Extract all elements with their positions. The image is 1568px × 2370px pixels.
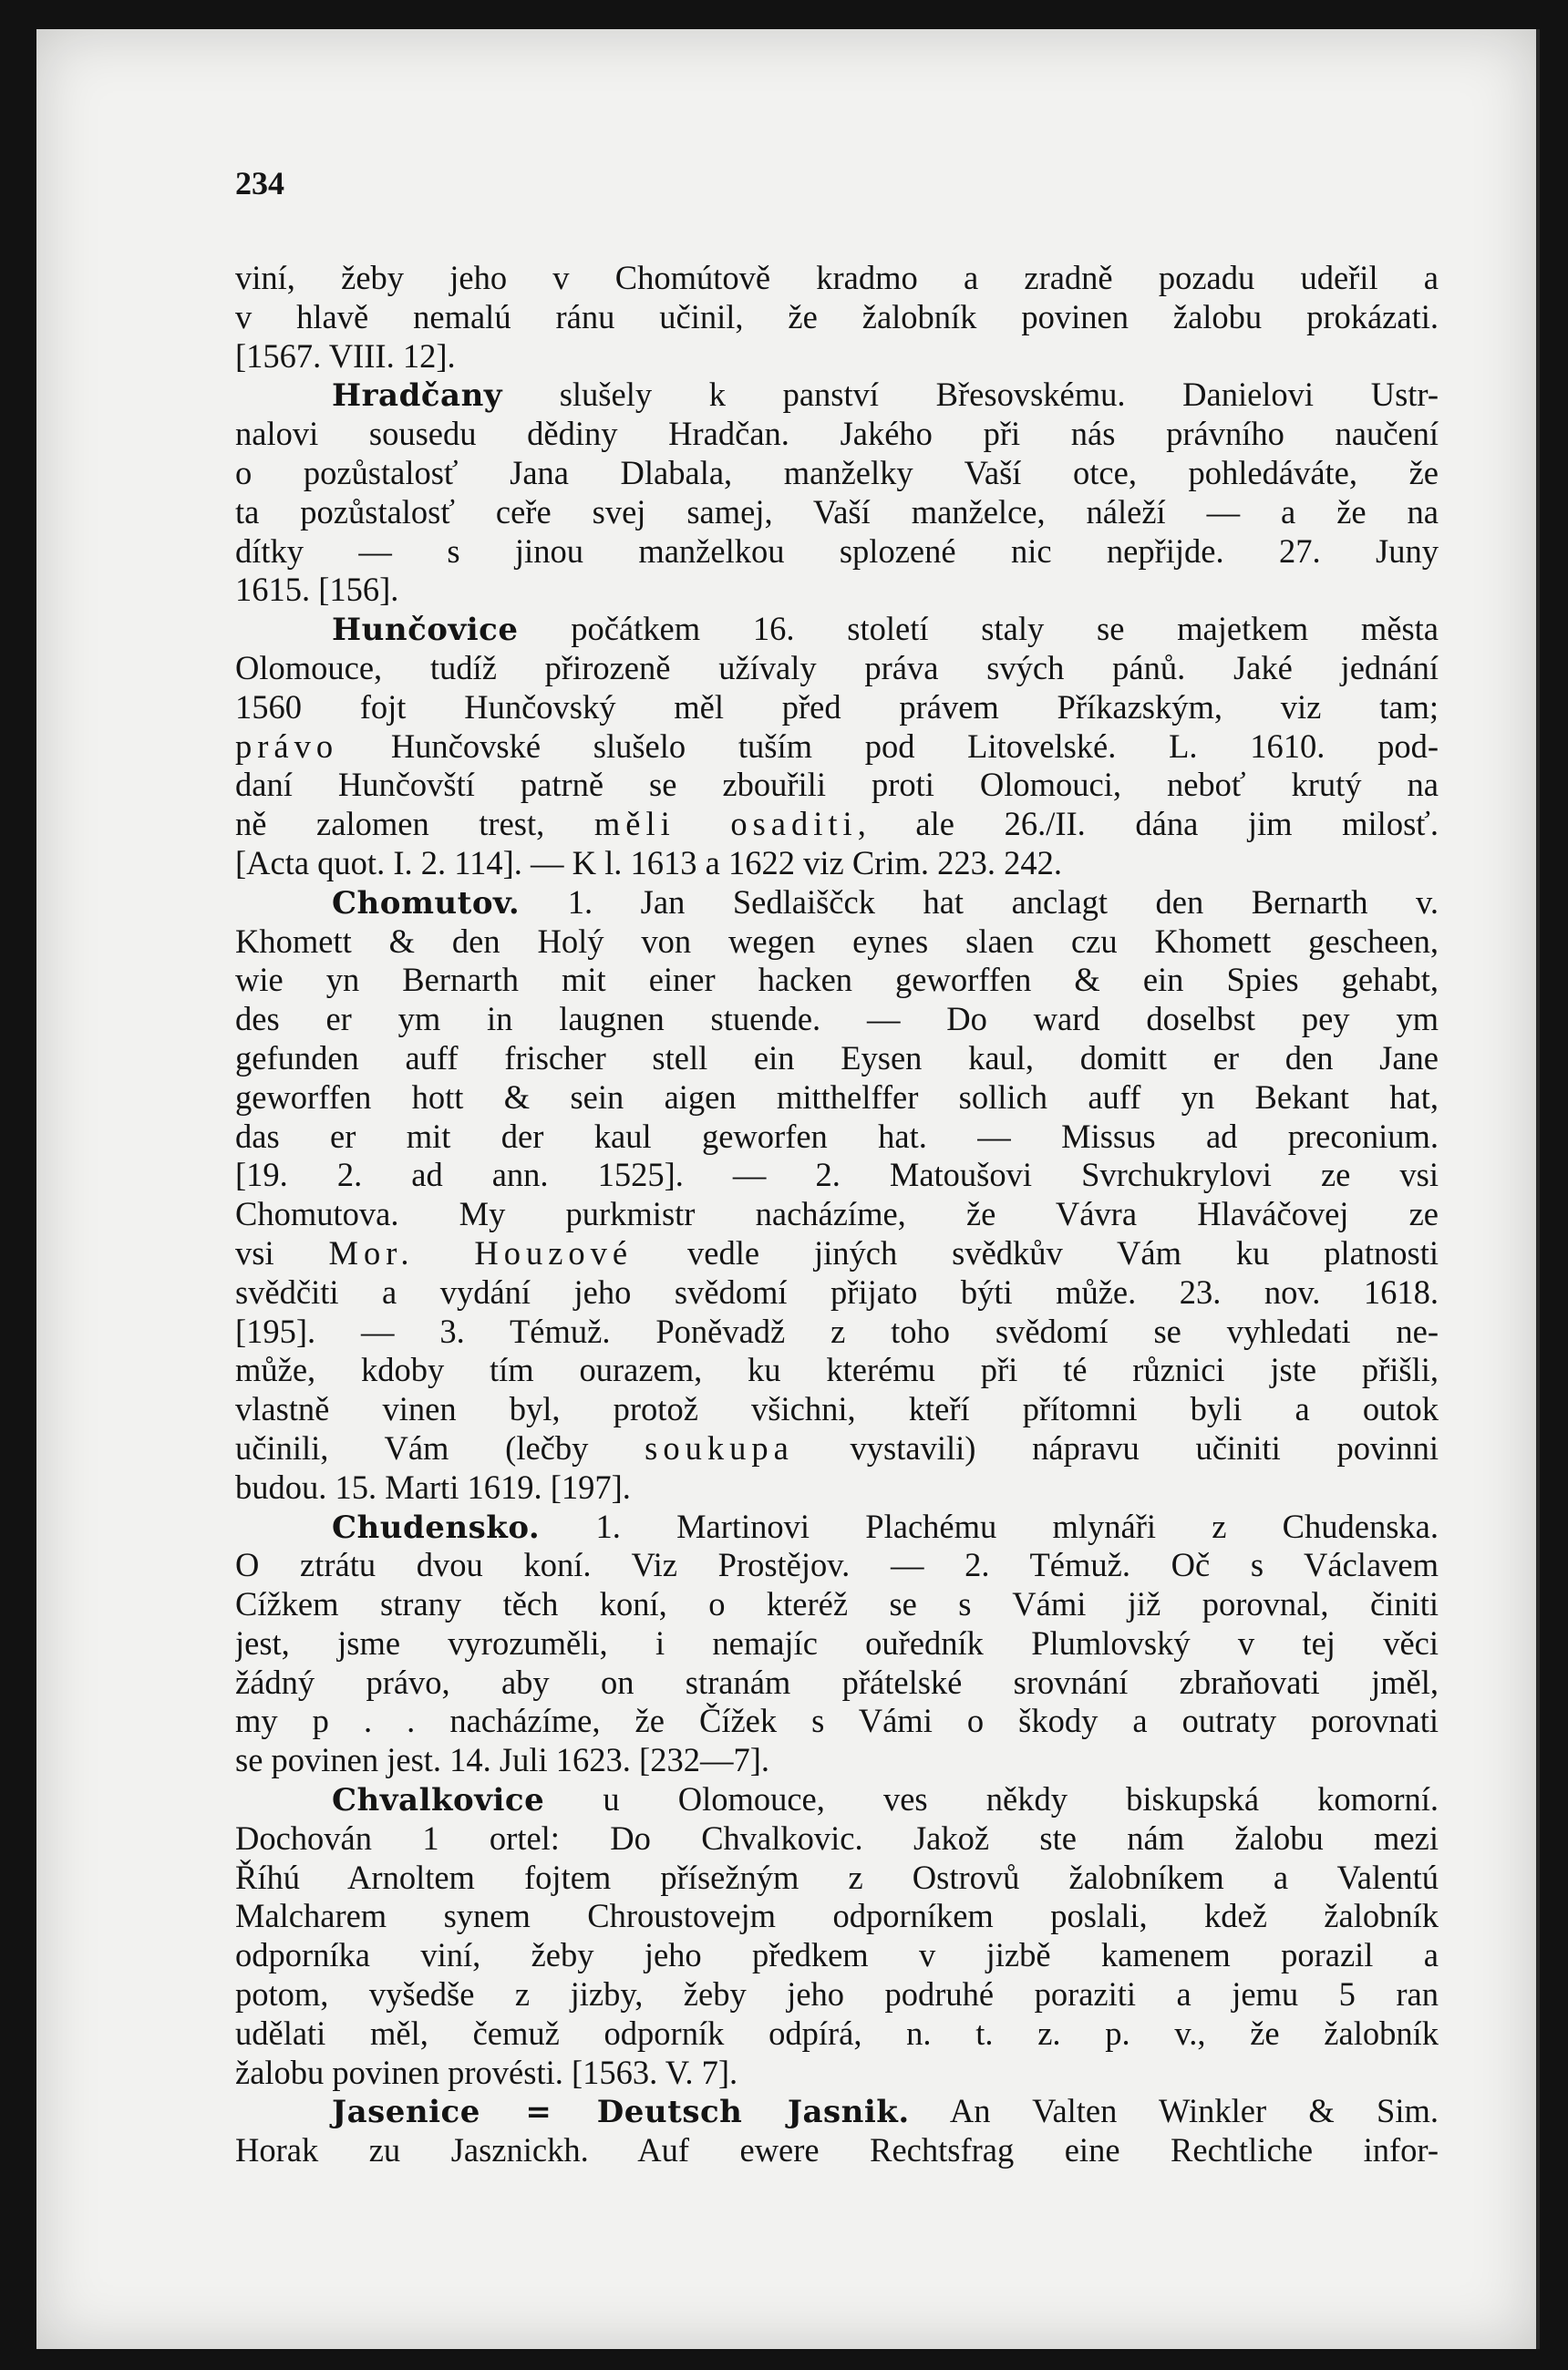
spaced-emphasis: právo: [235, 726, 339, 765]
line-text: 1. Jan Sedlaiščck hat anclagt den Bernarth v.: [520, 882, 1439, 921]
line-text: O ztrátu dvou koní. Viz Prostějov. — 2. Témuž. Oč s Václavem: [235, 1546, 1439, 1584]
line-text: viní, žeby jeho v Chomútově kradmo a zradně pozadu udeřil a: [235, 259, 1439, 296]
text-line: [235, 1508, 1439, 1547]
line-text: 1615. [156].: [235, 571, 399, 609]
text-line: [235, 1859, 1439, 1898]
entry-heading: Hradčany: [332, 377, 503, 415]
line-text: budou. 15. Marti 1619. [197].: [235, 1468, 631, 1506]
spaced-emphasis: měli osaditi: [593, 805, 858, 843]
text-line: [235, 1936, 1439, 1975]
text-line: [235, 1078, 1439, 1118]
line-text: Chomutova. My purkmistr nacházíme, že Vávra Hlaváčovej ze: [235, 1195, 1439, 1233]
spaced-emphasis: Mor. Houzové: [328, 1233, 634, 1272]
text-line: [235, 844, 1439, 883]
text-line: [235, 1819, 1439, 1859]
text-line: [235, 2131, 1439, 2170]
line-text: potom, vyšedše z jizby, žeby jeho podruhé poraziti a jemu 5 ran: [235, 1975, 1439, 2014]
line-text: vedle jiných svědkův Vám ku platnosti: [633, 1233, 1439, 1272]
text-line: [235, 2054, 1439, 2093]
entry-heading: Jasenice = Deutsch Jasnik.: [332, 2094, 910, 2131]
line-text: slušely k panství Břesovskému. Danielovi Ustr-: [502, 376, 1439, 414]
text-line: [235, 532, 1439, 572]
line-text: ta pozůstalosť ceře svej samej, Vaší manželce, náleží — a že na: [235, 492, 1439, 531]
line-text: Olomouce, tudíž přirozeně užívaly práva svých pánů. Jaké jednání: [235, 648, 1439, 686]
line-text: dítky — s jinou manželkou splozené nic nepřijde. 27. Juny: [235, 531, 1439, 570]
text-line: [235, 649, 1439, 688]
line-text: může, kdoby tím ourazem, ku kterému při té různici jste přišli,: [235, 1351, 1439, 1389]
entry-heading: Chudensko.: [332, 1509, 541, 1546]
line-text: Khomett & den Holý von wegen eynes slaen czu Khomett gescheen,: [235, 922, 1439, 960]
page-text: [235, 259, 1439, 2170]
text-line: [235, 1156, 1439, 1195]
entry-heading: Chvalkovice: [332, 1782, 545, 1819]
text-line: [235, 1273, 1439, 1313]
text-line: [235, 1546, 1439, 1585]
line-text: svědčiti a vydání jeho svědomí přijato býti může. 23. nov. 1618.: [235, 1273, 1439, 1311]
line-text: gefunden auff frischer stell ein Eysen kaul, domitt er den Jane: [235, 1038, 1439, 1077]
line-text: geworffen hott & sein aigen mitthelffer sollich auff yn Bekant hat,: [235, 1077, 1439, 1116]
text-line: [235, 1351, 1439, 1390]
text-line: [235, 688, 1439, 727]
line-text: , ale 26./II. dána jim milosť.: [857, 805, 1439, 843]
line-text: se povinen jest. 14. Juli 1623. [232—7].: [235, 1741, 769, 1779]
text-line: [235, 766, 1439, 805]
line-text: Horak zu Jasznickh. Auf ewere Rechtsfrag eine Rechtliche infor-: [235, 2131, 1439, 2169]
text-line: [235, 1118, 1439, 1157]
text-line: [235, 1780, 1439, 1819]
text-line: [235, 805, 1439, 844]
line-text: des er ym in laugnen stuende. — Do ward doselbst pey ym: [235, 1000, 1439, 1038]
line-text: v hlavě nemalú ránu učinil, že žalobník povinen žalobu prokázati.: [235, 297, 1439, 335]
entry-heading: Chomutov.: [332, 884, 521, 922]
text-line: [235, 454, 1439, 493]
line-text: An Valten Winkler & Sim.: [909, 2092, 1439, 2130]
text-line: [235, 922, 1439, 962]
text-line: [235, 1897, 1439, 1936]
line-text: 1560 fojt Hunčovský měl před právem Příkazským, viz tam;: [235, 687, 1439, 726]
entry-heading: Hunčovice: [332, 612, 519, 649]
text-line: [235, 1429, 1439, 1468]
text-line: [235, 727, 1439, 767]
line-text: Hunčovské slušelo tuším pod Litovelské. L. 1610. pod-: [338, 726, 1439, 765]
line-text: vystavili) nápravu učiniti povinni: [793, 1428, 1439, 1467]
line-text: počátkem 16. století staly se majetkem města: [518, 610, 1439, 648]
line-text: daní Hunčovští patrně se zbouřili proti Olomouci, neboť krutý na: [235, 766, 1439, 804]
line-text: Říhú Arnoltem fojtem přísežným z Ostrovů žalobníkem a Valentú: [235, 1858, 1439, 1896]
line-text: das er mit der kaul geworfen hat. — Missus ad preconium.: [235, 1117, 1439, 1155]
text-line: [235, 2092, 1439, 2131]
line-text: o pozůstalosť Jana Dlabala, manželky Vaší otce, pohledáváte, že: [235, 453, 1439, 491]
text-line: [235, 883, 1439, 922]
text-line: [235, 1234, 1439, 1273]
text-line: [235, 1664, 1439, 1703]
text-line: [235, 1975, 1439, 2014]
text-line: [235, 961, 1439, 1000]
text-line: [235, 298, 1439, 337]
line-text: my p . . nacházíme, že Čížek s Vámi o škody a outraty porovnati: [235, 1702, 1439, 1740]
text-line: [235, 1195, 1439, 1234]
line-text: [Acta quot. I. 2. 114]. — K l. 1613 a 1622 viz Crim. 223. 242.: [235, 843, 1062, 881]
spaced-emphasis: soukupa: [645, 1428, 794, 1467]
line-text: Malcharem synem Chroustovejm odporníkem poslali, kdež žalobník: [235, 1897, 1439, 1935]
text-line: [235, 571, 1439, 610]
line-text: udělati měl, čemuž odporník odpírá, n. t. z. p. v., že žalobník: [235, 2014, 1439, 2052]
text-line: [235, 2014, 1439, 2054]
text-line: [235, 1741, 1439, 1780]
line-text: [1567. VIII. 12].: [235, 336, 456, 375]
text-line: [235, 1624, 1439, 1664]
line-text: Cížkem strany těch koní, o kteréž se s Vámi již porovnal, činiti: [235, 1585, 1439, 1623]
line-text: u Olomouce, ves někdy biskupská komorní.: [544, 1780, 1439, 1819]
text-line: [235, 415, 1439, 454]
line-text: Dochován 1 ortel: Do Chvalkovic. Jakož ste nám žalobu mezi: [235, 1819, 1439, 1857]
text-line: [235, 1313, 1439, 1352]
text-line: [235, 1585, 1439, 1624]
page-number: 234: [235, 165, 284, 201]
text-line: [235, 493, 1439, 532]
line-prefix: vsi: [235, 1233, 329, 1272]
text-line: [235, 1000, 1439, 1039]
line-text: vlastně vinen byl, protož všichni, kteří přítomni byli a outok: [235, 1390, 1439, 1428]
text-line: [235, 376, 1439, 415]
line-text: žádný právo, aby on stranám přátelské srovnání zbraňovati jměl,: [235, 1663, 1439, 1701]
text-line: [235, 1390, 1439, 1429]
text-line: [235, 610, 1439, 649]
line-text: [19. 2. ad ann. 1525]. — 2. Matoušovi Svrchukrylovi ze vsi: [235, 1156, 1439, 1194]
line-text: jest, jsme vyrozuměli, i nemajíc ouředník Plumlovský v tej věci: [235, 1623, 1439, 1662]
text-line: [235, 337, 1439, 376]
line-text: žalobu povinen provésti. [1563. V. 7].: [235, 2053, 738, 2091]
text-line: [235, 1039, 1439, 1078]
line-text: nalovi sousedu dědiny Hradčan. Jakého při nás právního naučení: [235, 415, 1439, 453]
book-page: [36, 29, 1540, 2349]
text-line: [235, 1702, 1439, 1741]
line-text: odporníka viní, žeby jeho předkem v jizbě kamenem porazil a: [235, 1936, 1439, 1974]
line-prefix: ně zalomen trest,: [235, 805, 594, 843]
line-text: wie yn Bernarth mit einer hacken geworffen & ein Spies gehabt,: [235, 961, 1439, 999]
text-line: [235, 259, 1439, 298]
text-line: [235, 1468, 1439, 1508]
line-prefix: učinili, Vám (lečby: [235, 1428, 645, 1467]
line-text: [195]. — 3. Témuž. Poněvadž z toho svědomí se vyhledati ne-: [235, 1312, 1439, 1350]
line-text: 1. Martinovi Plachému mlynáři z Chudenska.: [540, 1507, 1439, 1545]
